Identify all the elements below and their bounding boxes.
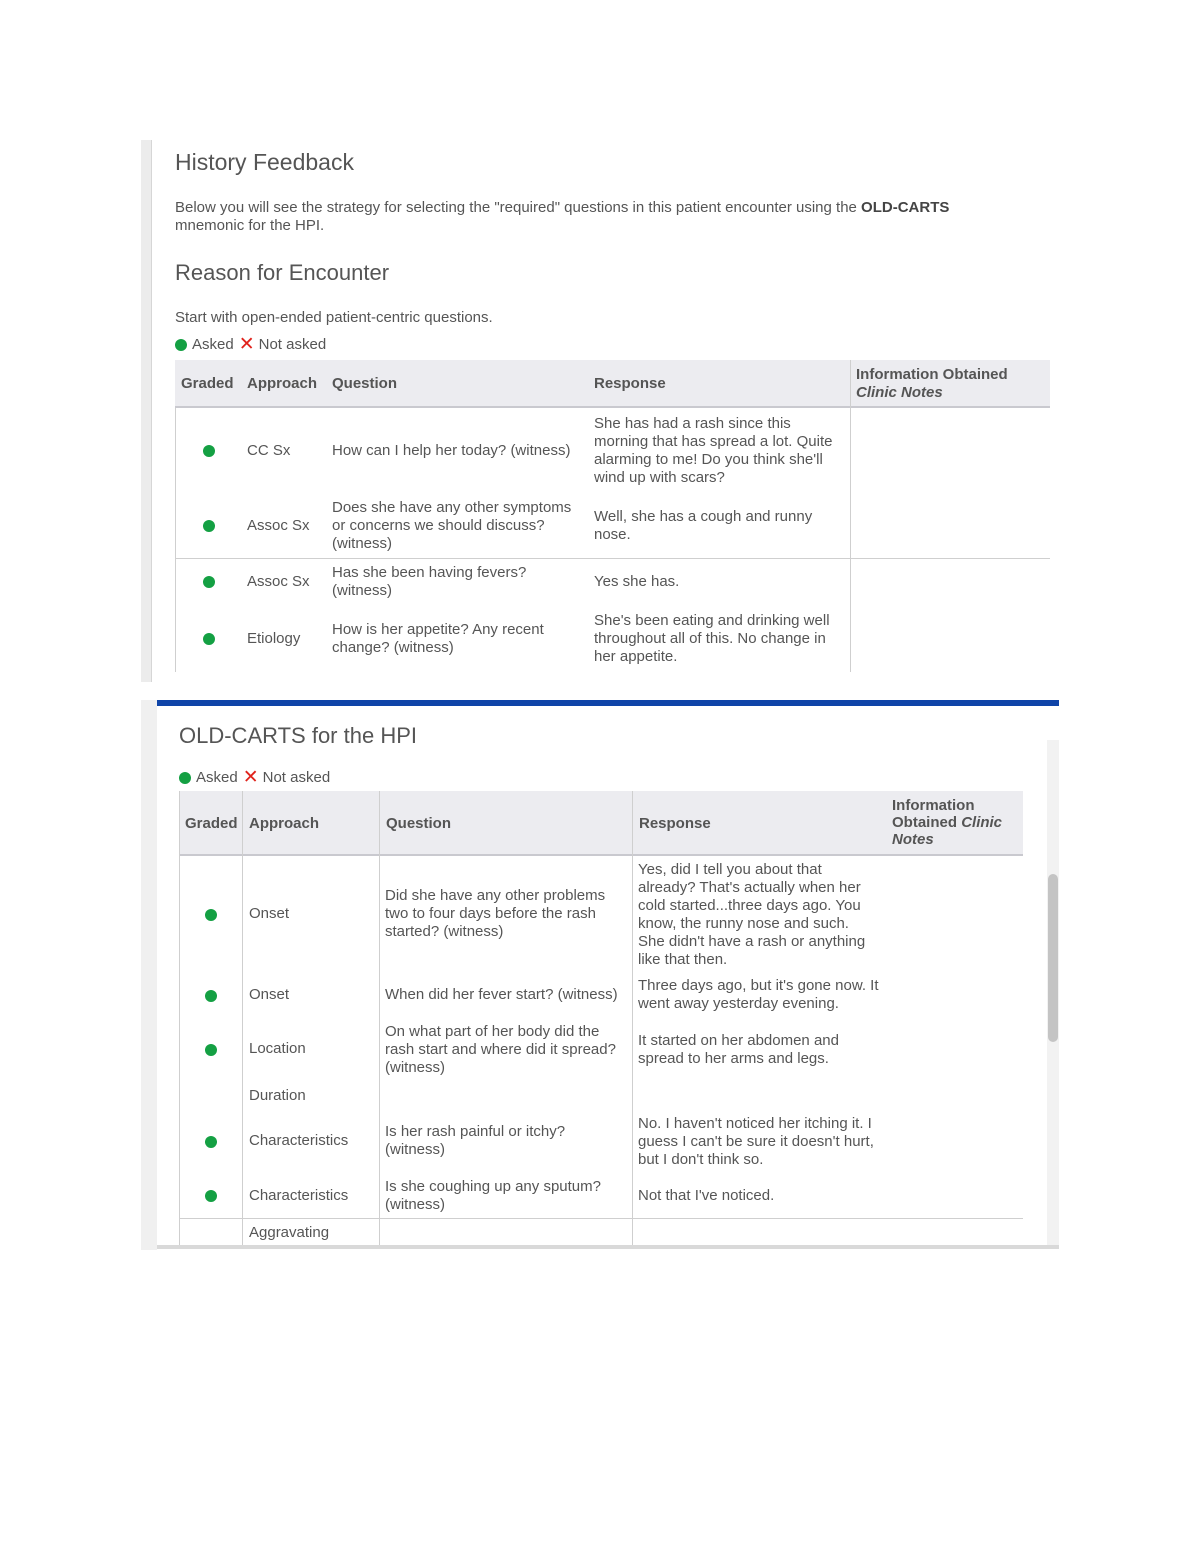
asked-dot-icon bbox=[203, 445, 215, 457]
row-approach: Characteristics bbox=[249, 1187, 349, 1204]
row-question: Is she coughing up any sputum? (witness) bbox=[385, 1178, 601, 1213]
panel-bottom-edge bbox=[157, 1245, 1059, 1249]
reason-for-encounter-title: Reason for Encounter bbox=[175, 260, 390, 285]
row-approach: Assoc Sx bbox=[247, 573, 310, 590]
row-divider bbox=[179, 1218, 1023, 1219]
row-response: Well, she has a cough and runny nose. bbox=[594, 508, 813, 543]
row-approach: CC Sx bbox=[247, 442, 291, 459]
row-approach: Location bbox=[249, 1040, 306, 1057]
col-approach: Approach bbox=[247, 375, 318, 392]
col-response: Response bbox=[639, 815, 711, 832]
col-border-4 bbox=[632, 791, 633, 1245]
old-carts-bold: OLD-CARTS bbox=[861, 199, 950, 216]
row-response: She's been eating and drinking well throughout all of this. No change in her appetite. bbox=[594, 612, 830, 665]
history-intro: Below you will see the strategy for selecting the "required" questions in this patient encounter using the OLD-CARTS mnemonic for the HPI. bbox=[175, 199, 950, 234]
old-carts-table-header bbox=[179, 791, 1023, 856]
row-question: Is her rash painful or itchy? (witness) bbox=[385, 1123, 566, 1158]
history-feedback-title: History Feedback bbox=[175, 149, 354, 175]
asked-dot-icon bbox=[205, 990, 217, 1002]
row-response: Not that I've noticed. bbox=[638, 1187, 775, 1204]
row-approach: Aggravating bbox=[249, 1224, 330, 1241]
asked-dot-icon bbox=[205, 1190, 217, 1202]
row-approach: Onset bbox=[249, 905, 290, 922]
row-question: Has she been having fevers? (witness) bbox=[332, 564, 527, 599]
info-column-border bbox=[850, 360, 851, 672]
row-response: No. I haven't noticed her itching it. I guess I can't be sure it doesn't hurt, but I don't think so. bbox=[638, 1115, 874, 1168]
col-border-1 bbox=[179, 791, 180, 1245]
legend bbox=[179, 766, 331, 788]
asked-dot-icon bbox=[203, 633, 215, 645]
row-approach: Duration bbox=[249, 1087, 306, 1104]
row-approach: Assoc Sx bbox=[247, 517, 310, 534]
row-approach: Onset bbox=[249, 986, 290, 1003]
table-left-border bbox=[175, 408, 176, 672]
row-response: She has had a rash since this morning that has spread a lot. Quite alarming to me! Do you think she'll wind up with scars? bbox=[594, 415, 833, 486]
asked-dot-icon bbox=[203, 576, 215, 588]
reason-instruction: Start with open-ended patient-centric questions. bbox=[175, 309, 493, 326]
old-carts-title: OLD-CARTS for the HPI bbox=[179, 723, 417, 748]
not-asked-x-icon: ✕ bbox=[242, 766, 259, 788]
row-response: Three days ago, but it's gone now. It went away yesterday evening. bbox=[638, 977, 879, 1012]
col-graded: Graded bbox=[181, 375, 234, 392]
col-info-obtained: Information Obtained Clinic Notes bbox=[856, 366, 1008, 401]
row-response: Yes, did I tell you about that already? That's actually when her cold started...three days ago. You know, the runny nose and such. She didn't have a rash or anything like that then. bbox=[638, 861, 866, 968]
row-question: On what part of her body did the rash start and where did it spread? (witness) bbox=[385, 1023, 616, 1076]
not-asked-x-icon: ✕ bbox=[238, 333, 255, 355]
old-carts-panel bbox=[141, 700, 1059, 1250]
row-question: How can I help her today? (witness) bbox=[332, 442, 571, 459]
row-question: How is her appetite? Any recent change? (witness) bbox=[332, 621, 544, 656]
asked-dot-icon bbox=[179, 772, 191, 784]
col-border-2 bbox=[242, 791, 243, 1245]
row-response: It started on her abdomen and spread to her arms and legs. bbox=[638, 1032, 839, 1067]
asked-dot-icon bbox=[175, 339, 187, 351]
reason-table-header bbox=[175, 360, 1050, 408]
asked-dot-icon bbox=[205, 1136, 217, 1148]
history-feedback-panel bbox=[141, 140, 1051, 682]
asked-dot-icon bbox=[205, 909, 217, 921]
col-info-obtained: Information Obtained Clinic Notes bbox=[892, 797, 1003, 848]
row-approach: Etiology bbox=[247, 630, 301, 647]
legend-not-asked: Not asked bbox=[258, 336, 327, 353]
col-response: Response bbox=[594, 375, 666, 392]
legend-asked: Asked bbox=[196, 769, 238, 786]
col-approach: Approach bbox=[249, 815, 320, 832]
col-question: Question bbox=[332, 375, 398, 392]
row-response: Yes she has. bbox=[594, 573, 680, 590]
col-question: Question bbox=[386, 815, 452, 832]
col-border-3 bbox=[379, 791, 380, 1245]
legend bbox=[175, 333, 327, 355]
panel-left-border bbox=[141, 140, 152, 682]
asked-dot-icon bbox=[203, 520, 215, 532]
legend-not-asked: Not asked bbox=[262, 769, 331, 786]
row-question: When did her fever start? (witness) bbox=[385, 986, 618, 1003]
scrollbar-thumb[interactable] bbox=[1048, 874, 1058, 1042]
panel-accent-bar bbox=[157, 700, 1059, 706]
row-question: Does she have any other symptoms or concerns we should discuss? (witness) bbox=[332, 499, 572, 552]
asked-dot-icon bbox=[205, 1044, 217, 1056]
panel-left-edge bbox=[141, 700, 157, 1250]
col-graded: Graded bbox=[185, 815, 238, 832]
row-question: Did she have any other problems two to four days before the rash started? (witness) bbox=[385, 887, 606, 940]
legend-asked: Asked bbox=[192, 336, 234, 353]
row-approach: Characteristics bbox=[249, 1132, 349, 1149]
group-divider bbox=[175, 558, 1050, 559]
